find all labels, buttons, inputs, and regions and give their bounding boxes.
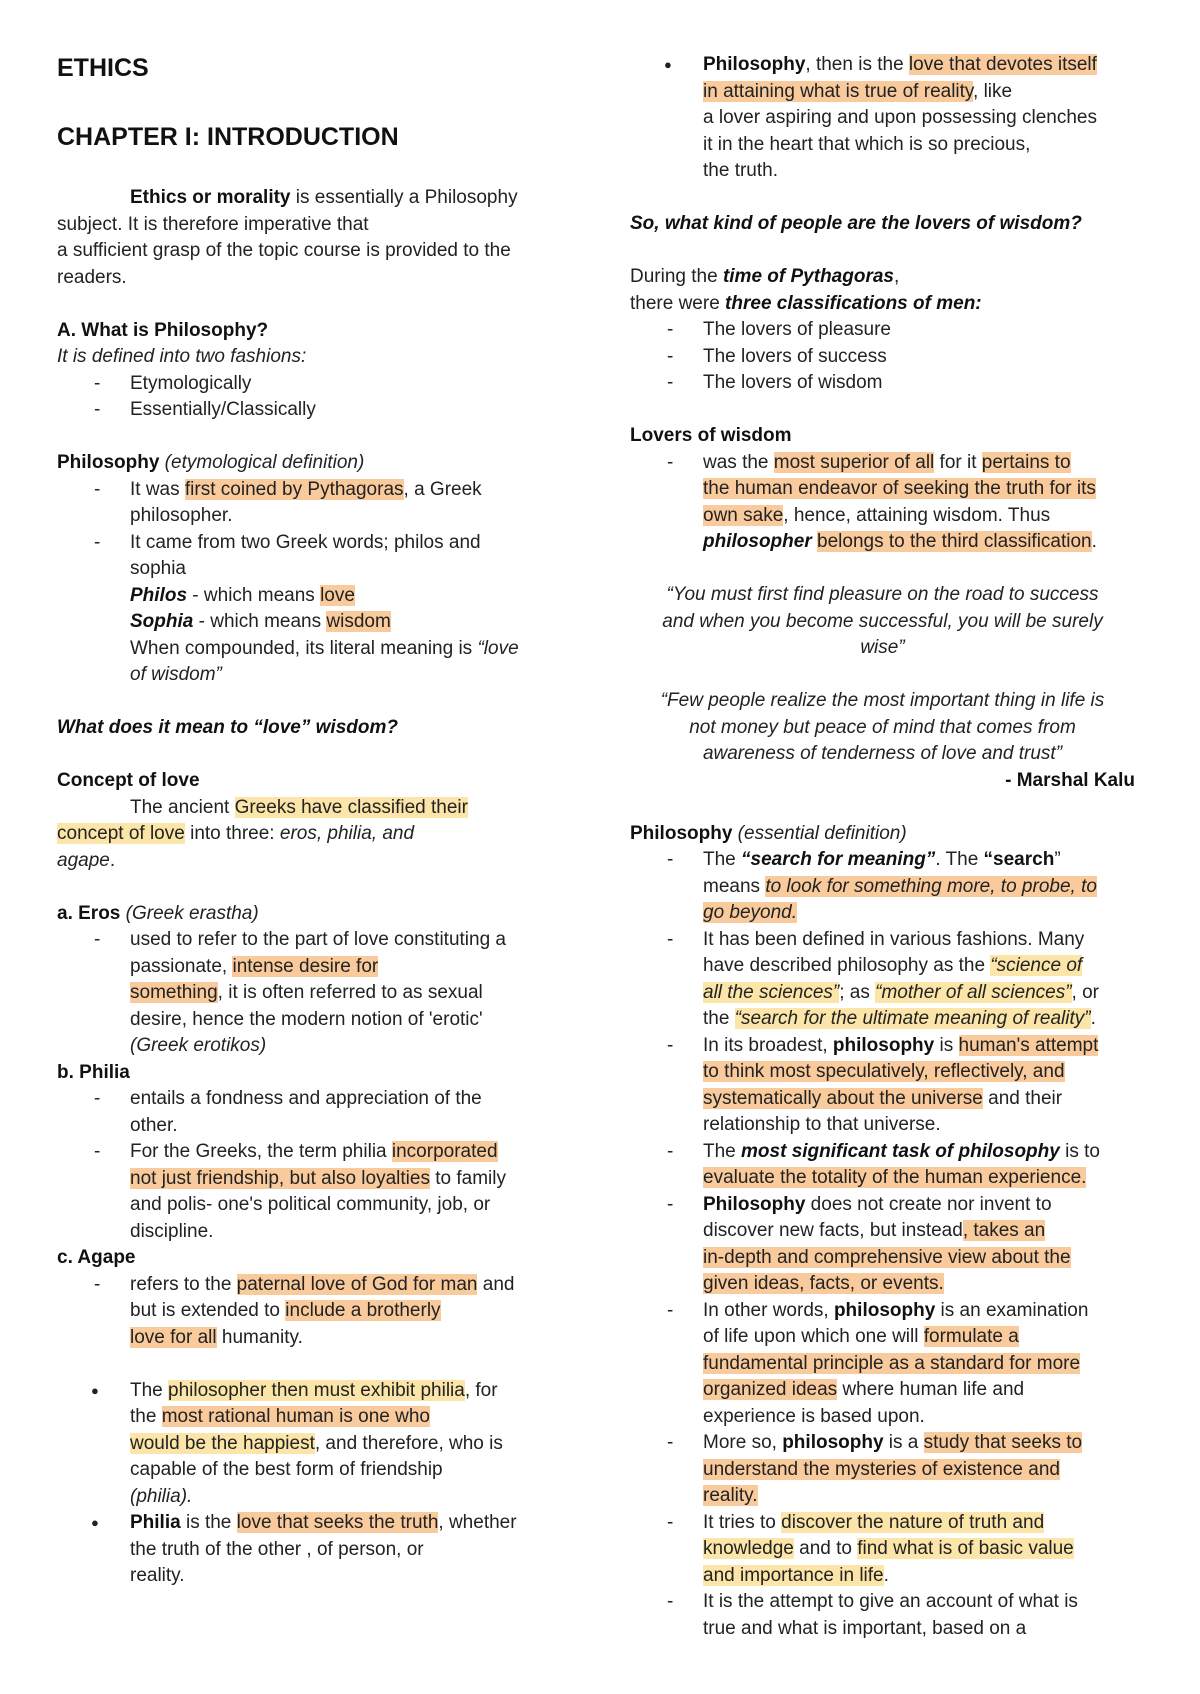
- document-title: ETHICS: [57, 54, 149, 82]
- quote-success: “You must first find pleasure on the road to success and when you become successful, you will be surely wise”: [662, 584, 1103, 658]
- list-item: - The lovers of pleasure: [630, 317, 1135, 344]
- left-column: [57, 52, 572, 1590]
- list-item: - The most significant task of philosophy is to evaluate the totality of the human experience.: [630, 1139, 1135, 1192]
- lovers-question: So, what kind of people are the lovers of wisdom?: [630, 213, 1082, 234]
- section-a: A. What is Philosophy? It is defined into two fashions: - Etymologically - Essentially/Classically: [57, 318, 572, 424]
- intro-bold: Ethics or morality: [130, 187, 291, 208]
- agape-section: c. Agape - refers to the paternal love of God for man and but is extended to include a brotherly love for all humanity.: [57, 1245, 572, 1351]
- list-item: - In its broadest, philosophy is human's attempt to think most speculatively, reflectively, and systematically about the universe and their relationship to that universe.: [630, 1033, 1135, 1139]
- list-item: - The “search for meaning”. The “search” means to look for something more, to probe, to go beyond.: [630, 847, 1135, 927]
- quote-peace: “Few people realize the most important thing in life is not money but peace of mind that comes from awareness of tenderness of love and trust” - Marshal Kalu: [630, 688, 1135, 794]
- intro-paragraph: Ethics or morality is essentially a Philosophy subject. It is therefore imperative that a sufficient grasp of the topic course is provided to the readers.: [57, 187, 518, 288]
- eros-section: a. Eros (Greek erastha) - used to refer to the part of love constituting a passionate, intense desire for something, it is often referred to as sexual desire, hence the modern notion of 'erotic' (Greek erotikos): [57, 901, 572, 1060]
- list-item: ● Philosophy, then is the love that devotes itself in attaining what is true of reality, like a lover aspiring and upon possessing clenches it in the heart that which is so precious, the truth.: [630, 52, 1135, 185]
- list-item: - entails a fondness and appreciation of the other.: [57, 1086, 572, 1139]
- love-wisdom-question: What does it mean to “love” wisdom?: [57, 717, 398, 738]
- list-item: - The lovers of success: [630, 344, 1135, 371]
- list-item: - It has been defined in various fashions. Many have described philosophy as the “science of all the sciences”; as “mother of all sciences”, or the “search for the ultimate meaning of reality”.: [630, 927, 1135, 1033]
- philosophy-love-bullet: [630, 52, 1135, 185]
- lovers-of-wisdom: Lovers of wisdom - was the most superior of all for it pertains to the human endeavor of seeking the truth for its own sake, hence, attaining wisdom. Thus philosopher belongs to the third classification.: [630, 423, 1135, 556]
- list-item: - The lovers of wisdom: [630, 370, 1135, 397]
- right-column: [630, 52, 1135, 1642]
- list-item: ● Philia is the love that seeks the truth, whether the truth of the other , of person, or reality.: [57, 1510, 572, 1590]
- list-item: - For the Greeks, the term philia incorporated not just friendship, but also loyalties to family and polis- one's political community, job, or discipline.: [57, 1139, 572, 1245]
- list-item: - Philosophy does not create nor invent to discover new facts, but instead, takes an in-depth and comprehensive view about the given ideas, facts, or events.: [630, 1192, 1135, 1298]
- philosopher-bullets: [57, 1378, 572, 1590]
- list-item: - was the most superior of all for it pertains to the human endeavor of seeking the truth for its own sake, hence, attaining wisdom. Thus philosopher belongs to the third classification.: [630, 450, 1135, 556]
- list-item: - Etymologically: [57, 371, 572, 398]
- list-item: - It was first coined by Pythagoras, a Greek philosopher.: [57, 477, 572, 530]
- list-item: - More so, philosophy is a study that seeks to understand the mysteries of existence and reality.: [630, 1430, 1135, 1510]
- chapter-heading: CHAPTER I: INTRODUCTION: [57, 123, 399, 151]
- list-item: - used to refer to the part of love constituting a passionate, intense desire for something, it is often referred to as sexual desire, hence the modern notion of 'erotic' (Greek erotikos): [57, 927, 572, 1060]
- section-a-heading: A. What is Philosophy?: [57, 319, 269, 341]
- list-item: - refers to the paternal love of God for man and but is extended to include a brotherly love for all humanity.: [57, 1272, 572, 1352]
- philia-section: b. Philia - entails a fondness and appreciation of the other. - For the Greeks, the term philia incorporated not just friendship, but also loyalties to family and polis- one's political community, job, or discipline.: [57, 1060, 572, 1246]
- list-item: - It is the attempt to give an account of what is true and what is important, based on a: [630, 1589, 1135, 1642]
- list-item: - It came from two Greek words; philos and sophia: [57, 530, 572, 583]
- list-item: - It tries to discover the nature of truth and knowledge and to find what is of basic value and importance in life.: [630, 1510, 1135, 1590]
- etymological-definition: Philosophy (etymological definition) - It was first coined by Pythagoras, a Greek philosopher. - It came from two Greek words; philos and sophia Philos - which means love Sophia - which means wisdom When compounded, its literal meaning is “love of wisdom”: [57, 450, 572, 689]
- concept-of-love: Concept of love The ancient Greeks have classified their concept of love into three: eros, philia, and agape.: [57, 770, 468, 871]
- quote-author: - Marshal Kalu: [1005, 769, 1135, 791]
- pythagoras-classifications: During the time of Pythagoras, there were three classifications of men: - The lovers of pleasure - The lovers of success - The lovers of wisdom: [630, 264, 1135, 397]
- list-item: ● The philosopher then must exhibit philia, for the most rational human is one who would be the happiest, and therefore, who is capable of the best form of friendship (philia).: [57, 1378, 572, 1511]
- list-item: - Essentially/Classically: [57, 397, 572, 424]
- list-item: - In other words, philosophy is an examination of life upon which one will formulate a fundamental principle as a standard for more organized ideas where human life and experience is based upon.: [630, 1298, 1135, 1431]
- essential-definition: Philosophy (essential definition) - The “search for meaning”. The “search” means to look for something more, to probe, to go beyond. - It has been defined in various fashions. Many have described philosophy as the “science of all the sciences”; as “mother of all sciences”, or the “search for the ultimate meaning of reality”. - In its broadest, philosophy is human's attempt to think most speculatively, reflectively, and systematically about the universe and their relationship to that universe. - The most significant task of philosophy is to evaluate the totality of the human experience. - Philosophy does not create nor invent to discover new facts, but instead, takes an in-depth and comprehensive view about the given ideas, facts, or events. - In other words, philosophy is an examination of life upon which one will formulate a fundamental principle as a standard for more organized ideas where human life and experience is based upon. - More so, philosophy is a study that seeks to understand the mysteries of existence and reality. - It tries to discover the nature of truth and knowledge and to find what is of basic value and importance in life. - It is the attempt to give an account of what is true and what is important, based on a: [630, 821, 1135, 1643]
